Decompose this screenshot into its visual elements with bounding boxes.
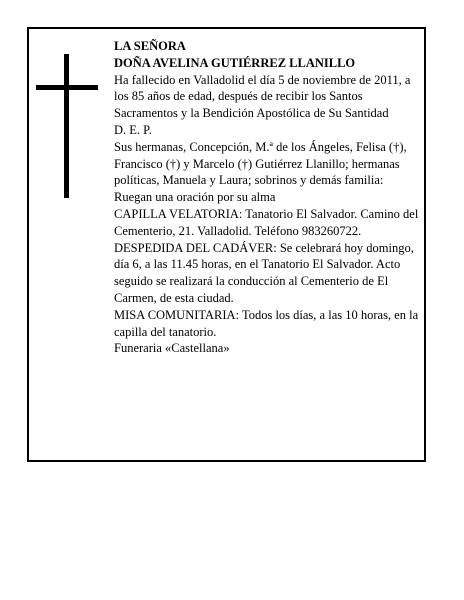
mass-info: MISA COMUNITARIA: Todos los días, a las 10 horas, en la capilla del tanatorio. bbox=[114, 307, 419, 339]
notice-heading: LA SEÑORA bbox=[114, 39, 186, 53]
rest-in-peace: D. E. P. bbox=[114, 122, 152, 137]
funeral-home: Funeraria «Castellana» bbox=[114, 341, 230, 356]
deceased-name: DOÑA AVELINA GUTIÉRREZ LLANILLO bbox=[114, 55, 356, 70]
chapel-info: CAPILLA VELATORIA: Tanatorio El Salvador. Camino del Cementerio, 21. Valladolid. Teléfono 983260722. bbox=[114, 206, 419, 238]
cross-vertical-bar bbox=[64, 54, 69, 198]
farewell-info: DESPEDIDA DEL CADÁVER: Se celebrará hoy domingo, día 6, a las 11.45 horas, en el Tanatorio El Salvador. Acto seguido se realizará la conducción al Cementerio de El Carmen, de esta ciudad. bbox=[114, 240, 414, 305]
family-list: Sus hermanas, Concepción, M.ª de los Ángeles, Felisa (†), Francisco (†) y Marcelo (†) Gutiérrez Llanillo; hermanas políticas, Manuela y Laura; sobrinos y demás familia: bbox=[114, 139, 407, 188]
latin-cross-icon bbox=[36, 54, 98, 198]
death-statement: Ha fallecido en Valladolid el día 5 de noviembre de 2011, a los 85 años de edad, después de recibir los Santos Sacramentos y la Bendición Apostólica de Su Santidad bbox=[114, 72, 411, 121]
obituary-text bbox=[114, 38, 422, 357]
prayer-request: Ruegan una oración por su alma bbox=[114, 190, 276, 205]
cross-horizontal-bar bbox=[36, 85, 98, 90]
